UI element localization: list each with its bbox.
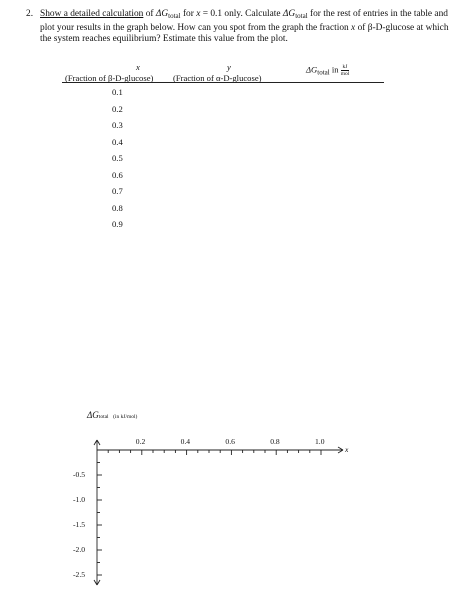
col1-var: x — [136, 62, 140, 72]
detailed-calculation-link[interactable]: Show a detailed calculation — [40, 9, 144, 19]
col2-var: y — [227, 62, 231, 72]
col1-header: (Fraction of β-D-glucose) — [65, 73, 154, 83]
x-value-cell: 0.6 — [112, 169, 123, 180]
x-value-cell: 0.5 — [112, 153, 123, 163]
x-value-cell: 0.1 — [112, 87, 123, 97]
y-tick-label: -0.5 — [73, 470, 86, 479]
x-axis-label: x — [345, 445, 349, 454]
problem-number: 2. — [26, 9, 34, 19]
x-tick-label: 0.6 — [225, 437, 235, 446]
problem-text: Show a detailed calculation of $\Delta G_{total}$ for x = 0.1 only. Calculate $\Delta G_{total}$ for the rest of entries in the table and plot your results in the graph below. How can you spot from the graph the fraction x of β-D-glucose at which the system reaches equilibrium? Estimate this value from the plot. — [40, 9, 449, 45]
y-tick-label: -1.5 — [73, 520, 86, 529]
y-axis-label: ΔGtotal (in kJ/mol) — [87, 410, 138, 420]
x-tick-label: 1.0 — [315, 437, 325, 446]
col3-header: $\Delta G_{total}$ in $\frac{kJ}{\text{mol}}$ — [306, 64, 350, 77]
x-tick-label: 0.8 — [270, 437, 280, 446]
y-tick-label: -1.0 — [73, 495, 86, 504]
y-tick-label: -2.5 — [73, 570, 86, 579]
x-axis-arrow — [338, 450, 343, 453]
x-value-cell: 0.8 — [112, 202, 123, 213]
x-value-cell: 0.7 — [112, 186, 123, 196]
x-value-cell: 0.3 — [112, 120, 123, 130]
x-value-cell: 0.2 — [112, 103, 123, 114]
unit-fraction: $\frac{kJ}{\text{mol}}$ — [340, 64, 350, 77]
y-tick-label: -2.0 — [73, 545, 86, 554]
x-tick-label: 0.4 — [180, 437, 191, 446]
col2-header: (Fraction of α-D-glucose) — [173, 73, 262, 83]
x-tick-label: 0.2 — [135, 437, 146, 446]
x-value-cell: 0.9 — [112, 219, 123, 229]
x-value-cell: 0.4 — [112, 136, 123, 147]
